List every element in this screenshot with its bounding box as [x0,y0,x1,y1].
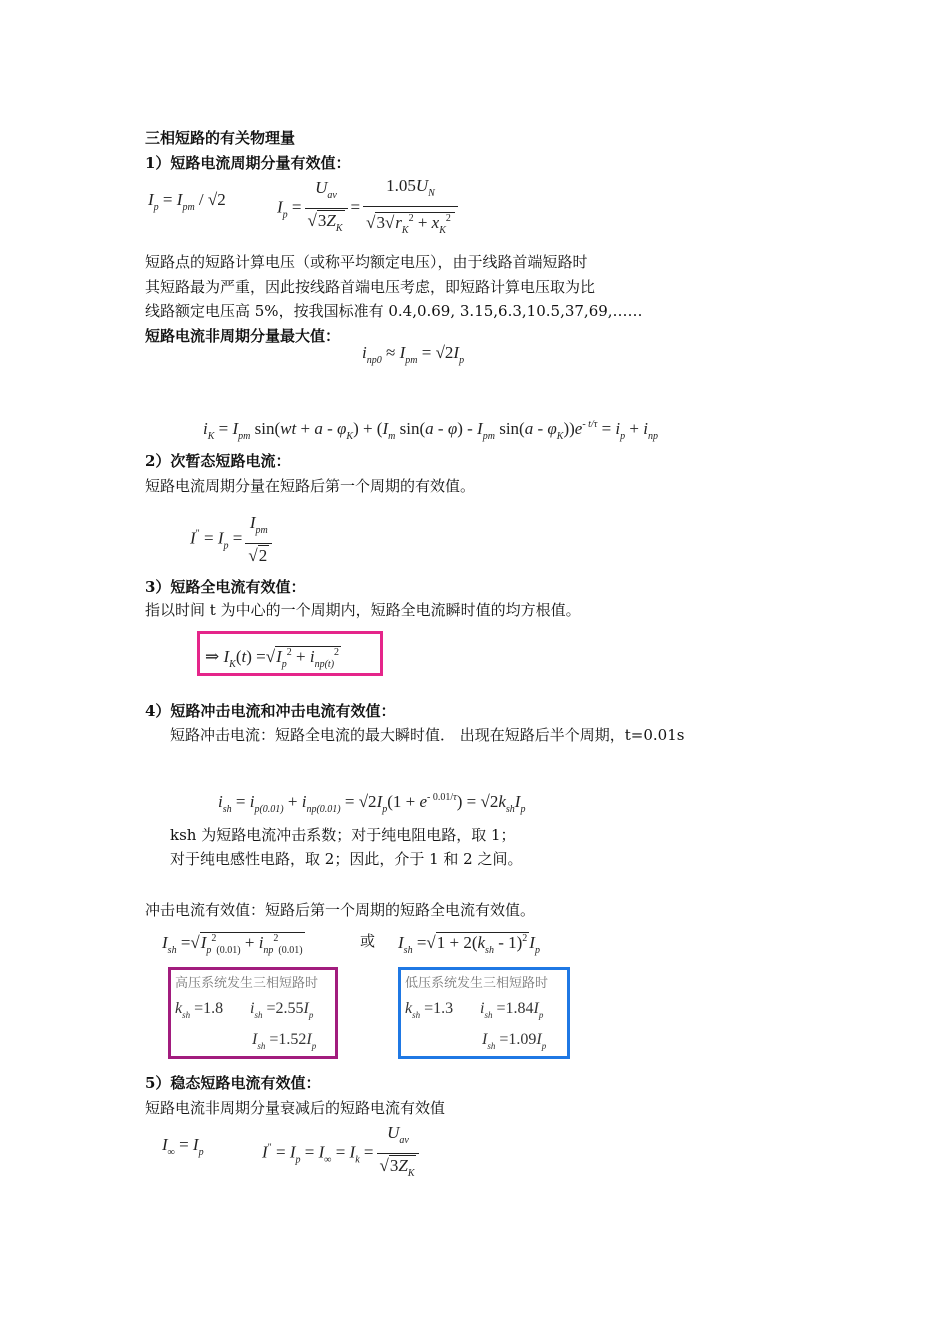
heading-impulse: 4）短路冲击电流和冲击电流有效值： [145,702,396,720]
formula-ip-uav: $I_p$ = $\frac{U_{av}}{√3Z_K}$ = $\frac{1.05U_N}{√3√r_K^2 + x_K^2}$ [277,175,461,242]
or-label: 或 [360,932,376,950]
paragraph-line: 对于纯电感性电路，取 2；因此，介于 1 和 2 之间。 [170,850,523,868]
heading-periodic-rms: 1）短路电流周期分量有效值： [145,154,351,172]
formula-steady: $I^" = I_p = I_\infty = I_k$ = $\frac{U_{av}}{√3Z_K}$ [262,1122,422,1185]
formula-ik: $i_K = I_{pm}$ $\sin(wt + a - \varphi_K) + (I_m$ $\sin(a - \varphi) - I_{pm}$ $\sin(a - \varphi_K))e^{- t/\tau} = i_p + i_{np}$ [203,419,658,442]
high-voltage-I: $I_{sh} =1.52I_p$ [252,1031,317,1051]
paragraph-line: 短路点的短路计算电压（或称平均额定电压），由于线路首端短路时 [145,253,588,271]
paragraph-line: 冲击电流有效值：短路后第一个周期的短路全电流有效值。 [145,901,536,919]
high-voltage-i: $i_{sh} =2.55I_p$ [250,1000,314,1020]
low-voltage-I: $I_{sh} =1.09I_p$ [482,1031,547,1051]
paragraph-line: ksh 为短路电流冲击系数；对于纯电阻电路，取 1； [170,826,516,844]
high-voltage-title: 高压系统发生三相短路时 [175,976,319,991]
paragraph-line: 短路电流周期分量在短路后第一个周期的有效值。 [145,477,476,495]
heading-aperiodic-max: 短路电流非周期分量最大值： [145,327,341,345]
heading-steady: 5）稳态短路电流有效值： [145,1074,321,1092]
low-voltage-i: $i_{sh} =1.84I_p$ [480,1000,544,1020]
high-voltage-k: $k_{sh} =1.8$ [175,1000,224,1020]
formula-ik-t: ⇒ $I_K(t) =√I_p^2 + i_{np(t)}^2$ [205,647,340,670]
section-title: 三相短路的有关物理量 [145,129,296,147]
low-voltage-k: $k_{sh} =1.3$ [405,1000,454,1020]
formula-isub: $I^" = I_p$ = $\frac{I_{pm}}{√2}$ [190,512,275,567]
formula-Ish-ksh: $I_{sh} =√1 + 2(k_{sh} - 1)^2$ $I_p$ [398,933,540,956]
formula-inp0: $i_{np0} \approx I_{pm} = √2I_p$ [362,343,465,366]
formula-Ish-rms: $I_{sh} =√I_p^2_{(0.01)} + i_{np}^2_{(0.01)}$ [162,933,303,956]
paragraph-line: 短路电流非周期分量衰减后的短路电流有效值 [145,1099,446,1117]
heading-subtransient: 2）次暂态短路电流： [145,452,291,470]
formula-iinf: $I_\infty = I_p$ [162,1135,204,1158]
paragraph-line: 线路额定电压高 5%，按我国标准有 0.4,0.69, 3.15,6.3,10.5,37,69,…… [145,302,643,320]
paragraph-line: 指以时间 t 为中心的一个周期内，短路全电流瞬时值的均方根值。 [145,601,581,619]
paragraph-line: 短路冲击电流：短路全电流的最大瞬时值． 出现在短路后半个周期，t=0.01s [170,726,685,744]
paragraph-line: 其短路最为严重，因此按线路首端电压考虑，即短路计算电压取为比 [145,278,596,296]
low-voltage-title: 低压系统发生三相短路时 [405,976,549,991]
heading-full-rms: 3）短路全电流有效值： [145,578,306,596]
formula-ip-ipm: $I_p = I_{pm} / √2$ [148,190,226,213]
formula-ish: $i_{sh} = i_{p(0.01)} + i_{np(0.01)} = √2I_p(1 + e^{- 0.01/\tau}) = √2k_{sh}I_p$ [218,792,526,815]
